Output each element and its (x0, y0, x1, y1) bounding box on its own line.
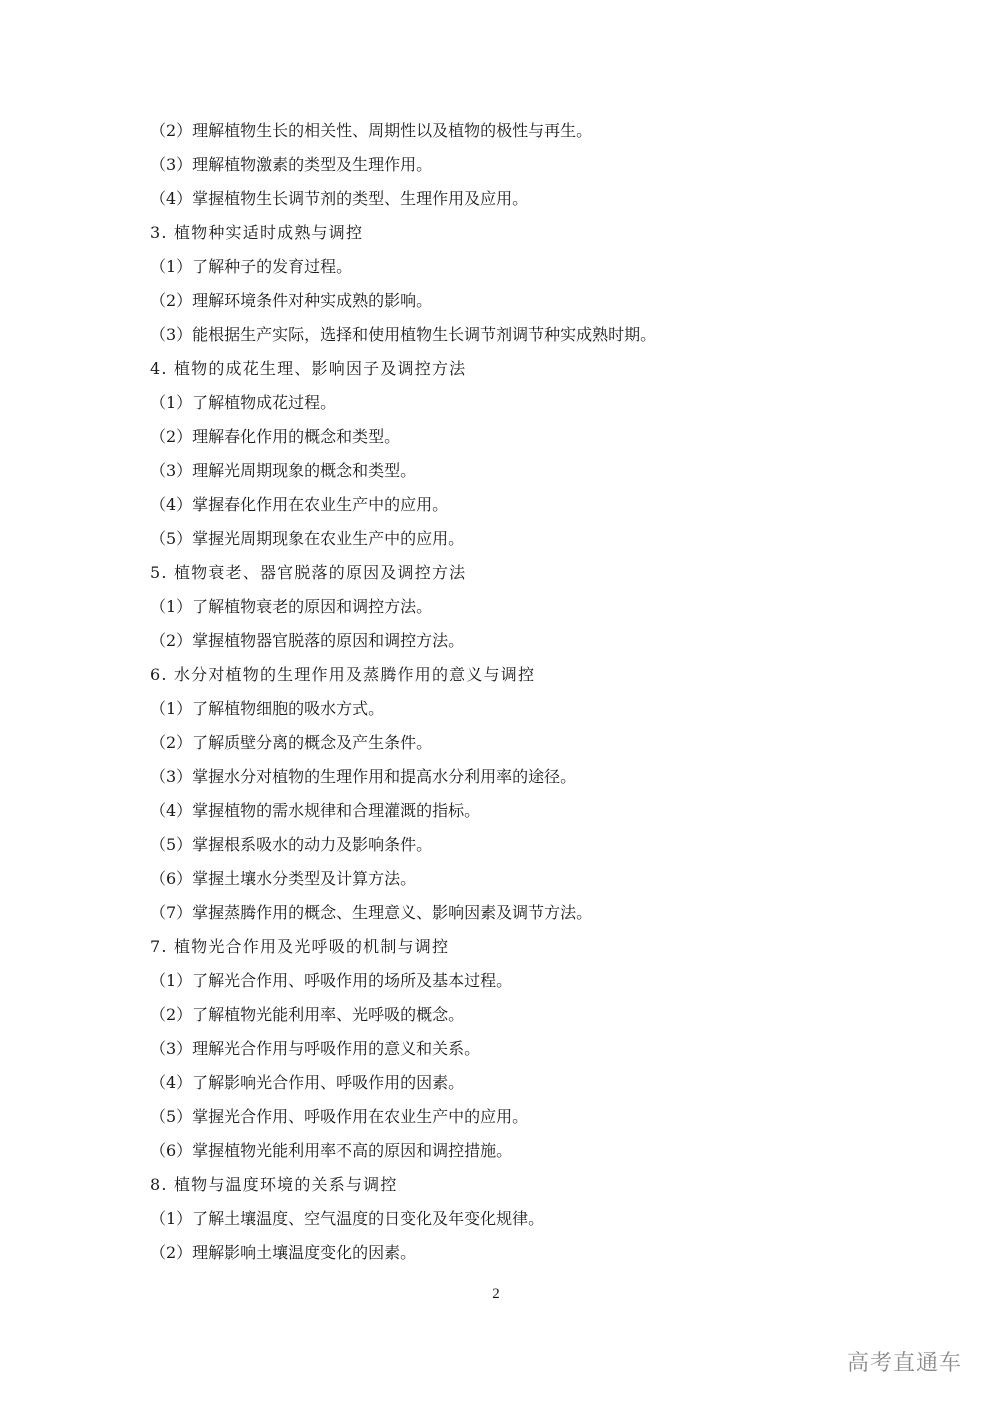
section-heading: 6. 水分对植物的生理作用及蒸腾作用的意义与调控 (150, 665, 536, 684)
list-item: （4）掌握春化作用在农业生产中的应用。 (150, 495, 449, 514)
list-item: （3）能根据生产实际，选择和使用植物生长调节剂调节种实成熟时期。 (150, 325, 657, 344)
list-item: （2）理解环境条件对种实成熟的影响。 (150, 291, 433, 310)
list-item: （6）掌握土壤水分类型及计算方法。 (150, 869, 417, 888)
list-item: （3）理解植物激素的类型及生理作用。 (150, 155, 433, 174)
document-body (150, 114, 870, 1270)
list-item: （4）了解影响光合作用、呼吸作用的因素。 (150, 1073, 465, 1092)
list-item: （2）理解植物生长的相关性、周期性以及植物的极性与再生。 (150, 121, 593, 140)
list-item: （3）掌握水分对植物的生理作用和提高水分利用率的途径。 (150, 767, 577, 786)
list-item: （2）掌握植物器官脱落的原因和调控方法。 (150, 631, 465, 650)
list-item: （7）掌握蒸腾作用的概念、生理意义、影响因素及调节方法。 (150, 903, 593, 922)
list-item: （4）掌握植物的需水规律和合理灌溉的指标。 (150, 801, 481, 820)
list-item: （1）了解光合作用、呼吸作用的场所及基本过程。 (150, 971, 513, 990)
list-item: （1）了解植物衰老的原因和调控方法。 (150, 597, 433, 616)
list-item: （2）理解影响土壤温度变化的因素。 (150, 1243, 417, 1262)
list-item: （2）理解春化作用的概念和类型。 (150, 427, 401, 446)
list-item: （5）掌握光周期现象在农业生产中的应用。 (150, 529, 465, 548)
list-item: （3）理解光周期现象的概念和类型。 (150, 461, 417, 480)
section-heading: 7. 植物光合作用及光呼吸的机制与调控 (150, 937, 450, 956)
list-item: （1）了解植物细胞的吸水方式。 (150, 699, 385, 718)
watermark-text: 高考直通车 (846, 1351, 962, 1376)
list-item: （3）理解光合作用与呼吸作用的意义和关系。 (150, 1039, 481, 1058)
list-item: （1）了解种子的发育过程。 (150, 257, 353, 276)
section-heading: 5. 植物衰老、器官脱落的原因及调控方法 (150, 563, 467, 582)
page-number: 2 (492, 1286, 500, 1302)
list-item: （2）了解植物光能利用率、光呼吸的概念。 (150, 1005, 465, 1024)
section-heading: 8. 植物与温度环境的关系与调控 (150, 1175, 398, 1194)
section-heading: 4. 植物的成花生理、影响因子及调控方法 (150, 359, 467, 378)
list-item: （1）了解土壤温度、空气温度的日变化及年变化规律。 (150, 1209, 545, 1228)
list-item: （5）掌握根系吸水的动力及影响条件。 (150, 835, 433, 854)
list-item: （2）了解质壁分离的概念及产生条件。 (150, 733, 433, 752)
list-item: （6）掌握植物光能利用率不高的原因和调控措施。 (150, 1141, 513, 1160)
list-item: （5）掌握光合作用、呼吸作用在农业生产中的应用。 (150, 1107, 529, 1126)
list-item: （1）了解植物成花过程。 (150, 393, 337, 412)
section-heading: 3. 植物种实适时成熟与调控 (150, 223, 364, 242)
list-item: （4）掌握植物生长调节剂的类型、生理作用及应用。 (150, 189, 529, 208)
